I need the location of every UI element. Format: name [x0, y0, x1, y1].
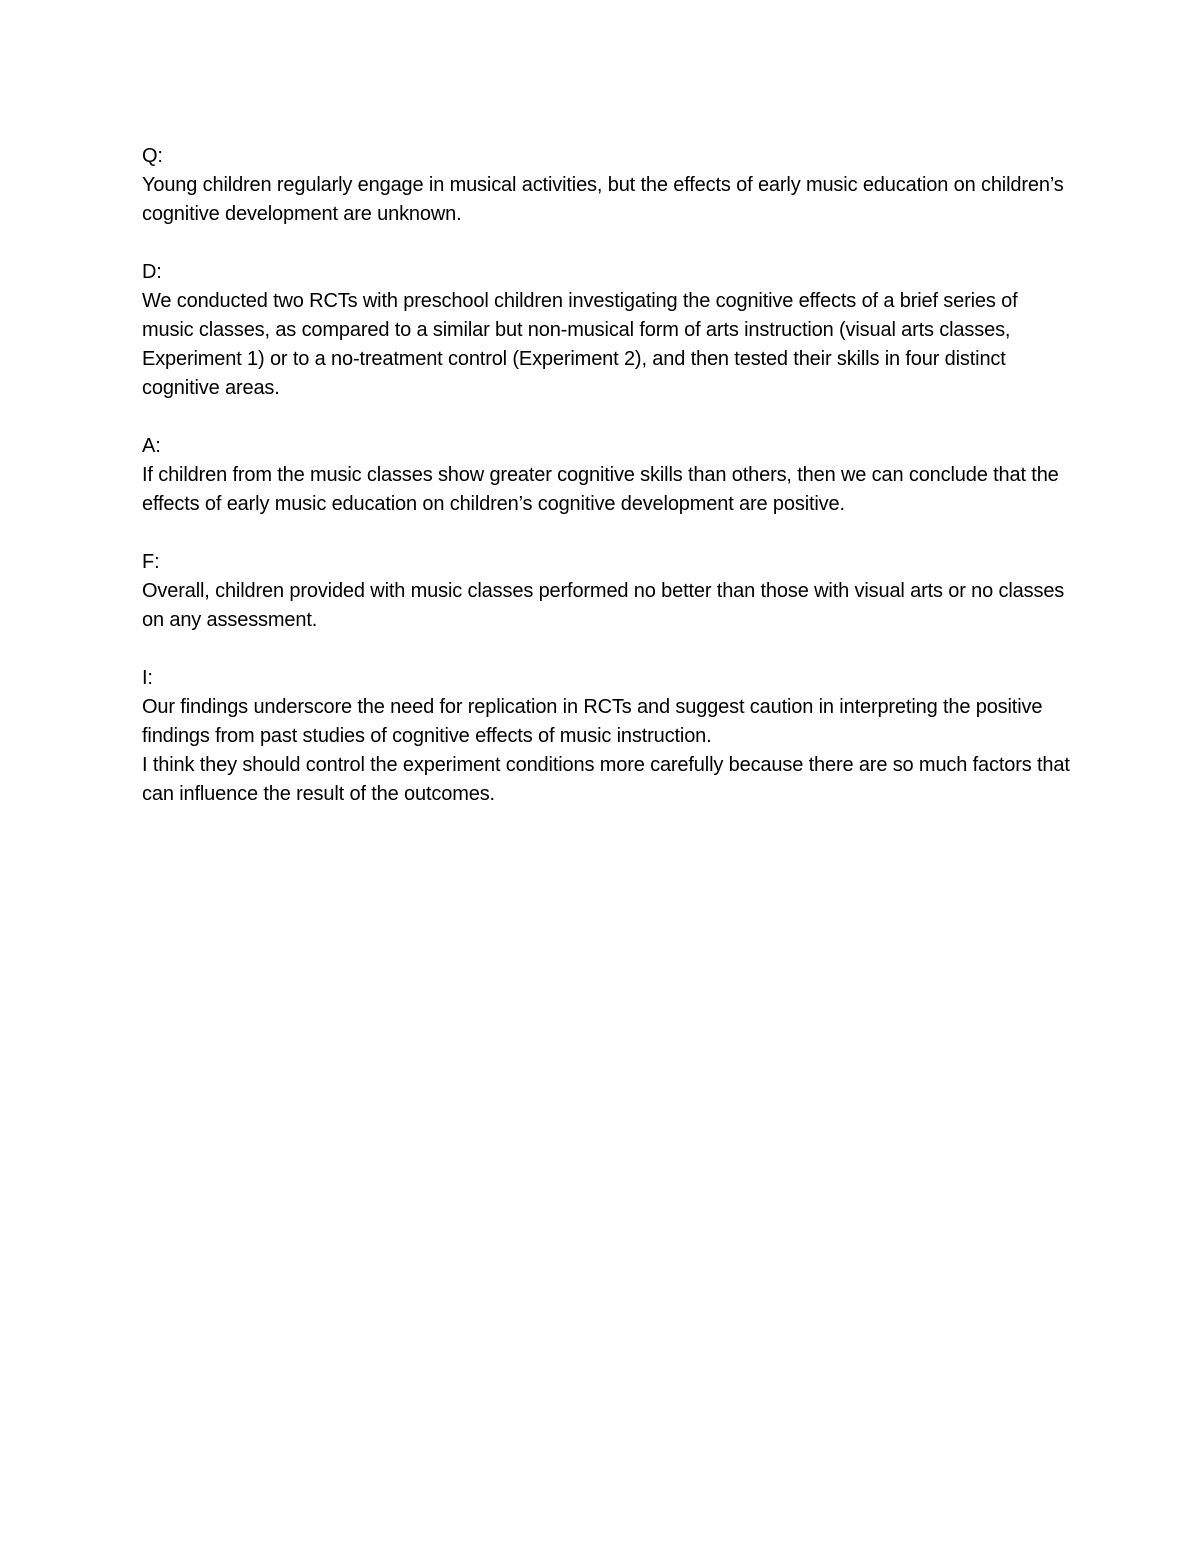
section-anticipated — [142, 432, 1072, 519]
section-paragraph: I think they should control the experiment conditions more carefully because there are so much factors that can influence the result of the outcomes. — [142, 754, 1070, 805]
section-design — [142, 258, 1072, 403]
section-paragraph: Our findings underscore the need for replication in RCTs and suggest caution in interpreting the positive findings from past studies of cognitive effects of music instruction. — [142, 696, 1043, 747]
section-paragraph: Overall, children provided with music classes performed no better than those with visual arts or no classes on any assessment. — [142, 580, 1065, 631]
section-paragraph: Young children regularly engage in musical activities, but the effects of early music education on children’s cognitive development are unknown. — [142, 174, 1064, 225]
section-label: A: — [142, 435, 161, 457]
section-paragraph: We conducted two RCTs with preschool children investigating the cognitive effects of a brief series of music classes, as compared to a similar but non-musical form of arts instruction (visual arts classes, Experiment 1) or to a no-treatment control (Experiment 2), and then tested their skills in four distinct cognitive areas. — [142, 290, 1018, 399]
section-paragraph: If children from the music classes show greater cognitive skills than others, then we can conclude that the effects of early music education on children’s cognitive development are positive. — [142, 464, 1059, 515]
section-findings — [142, 548, 1072, 635]
section-label: I: — [142, 667, 153, 689]
section-label: Q: — [142, 145, 163, 167]
section-question — [142, 142, 1072, 229]
document-body — [142, 142, 1072, 809]
section-label: F: — [142, 551, 160, 573]
section-implications — [142, 664, 1072, 809]
section-label: D: — [142, 261, 162, 283]
